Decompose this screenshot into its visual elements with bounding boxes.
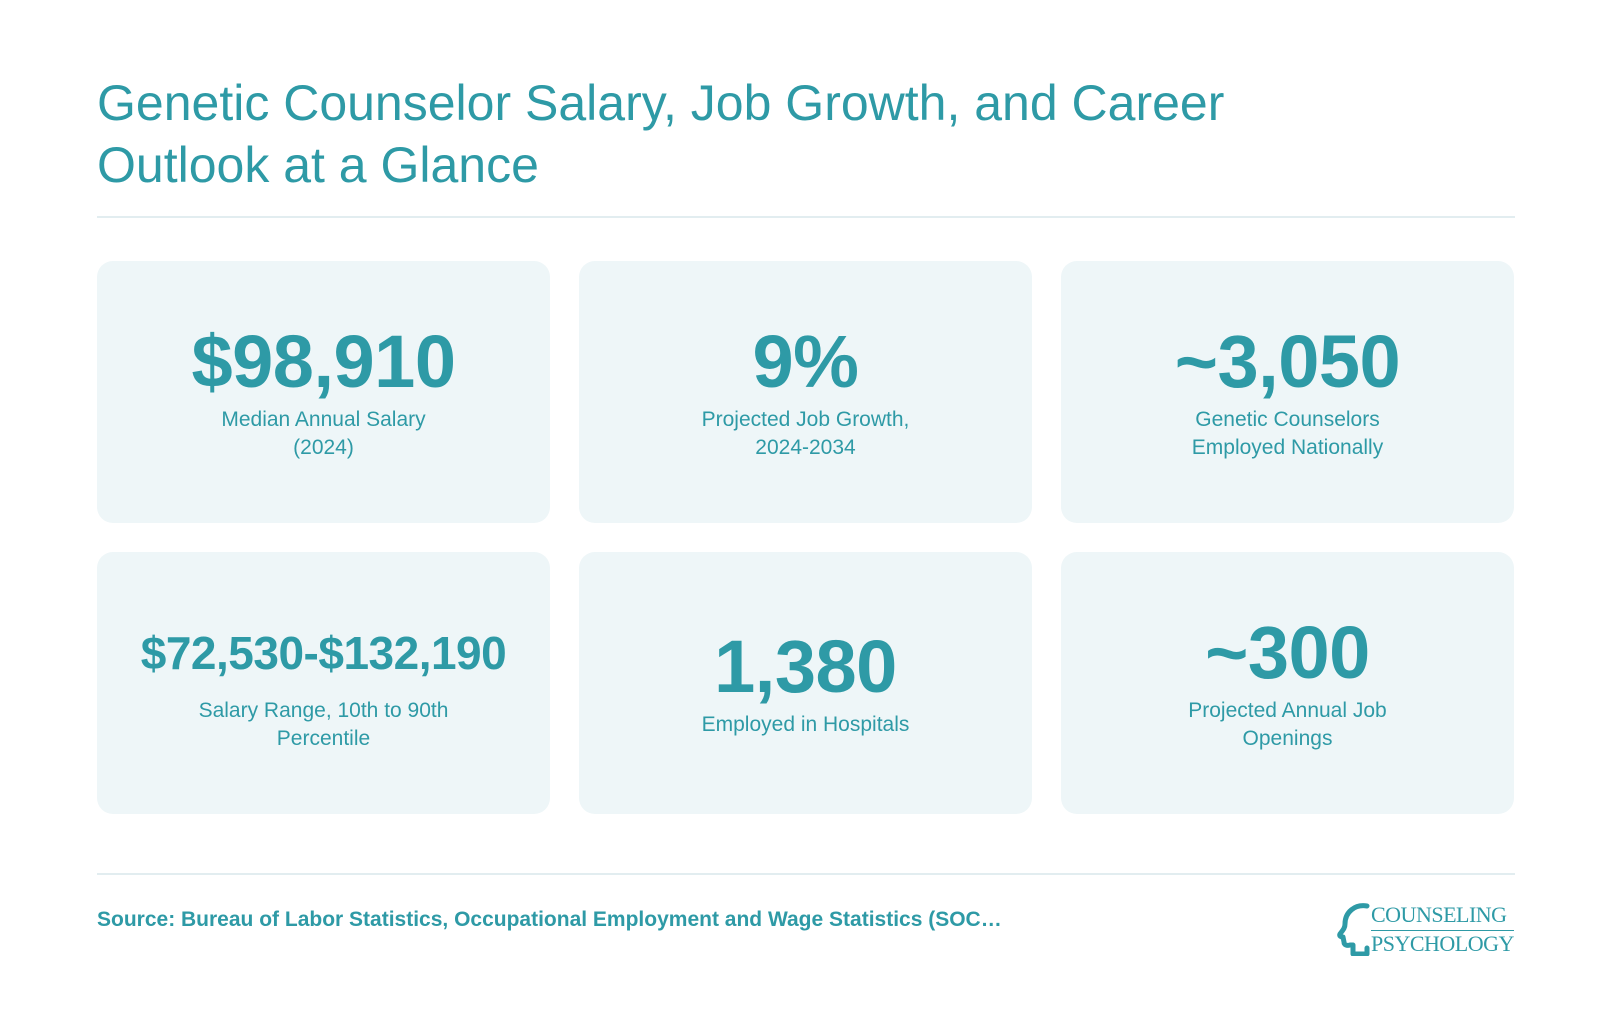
- stat-label: Projected Annual Job Openings: [1188, 699, 1387, 750]
- stat-grid: [97, 261, 1515, 814]
- stat-label: Employed in Hospitals: [701, 713, 910, 736]
- stat-value: ~300: [1205, 611, 1370, 694]
- stat-card-employed-nationally: [1061, 261, 1514, 523]
- stat-card-job-openings: [1061, 552, 1514, 814]
- stat-card-hospitals: [579, 552, 1032, 814]
- stat-card-median-salary: [97, 261, 550, 523]
- stat-value: ~3,050: [1174, 320, 1401, 403]
- stat-label: Median Annual Salary (2024): [221, 408, 426, 459]
- logo-word-counseling: COUNSELING: [1371, 902, 1507, 927]
- stat-value: 9%: [752, 320, 859, 403]
- footer-divider: [97, 873, 1515, 875]
- page-title: Genetic Counselor Salary, Job Growth, and Career Outlook at a Glance: [97, 75, 1225, 193]
- stat-label: Projected Job Growth, 2024-2034: [701, 408, 910, 459]
- brand-logo: [1337, 900, 1515, 960]
- stat-value: 1,380: [714, 625, 897, 708]
- source-citation: Source: Bureau of Labor Statistics, Occupational Employment and Wage Statistics (SOC…: [97, 908, 1002, 931]
- stat-value: $98,910: [191, 320, 456, 403]
- stat-card-job-growth: [579, 261, 1032, 523]
- stat-value: $72,530-$132,190: [140, 627, 507, 679]
- title-divider: [97, 216, 1515, 218]
- stat-card-salary-range: [97, 552, 550, 814]
- stat-label: Genetic Counselors Employed Nationally: [1191, 408, 1384, 459]
- logo-word-psychology: PSYCHOLOGY: [1371, 931, 1514, 956]
- stat-label: Salary Range, 10th to 90th Percentile: [198, 699, 449, 750]
- infographic: [97, 0, 1515, 1028]
